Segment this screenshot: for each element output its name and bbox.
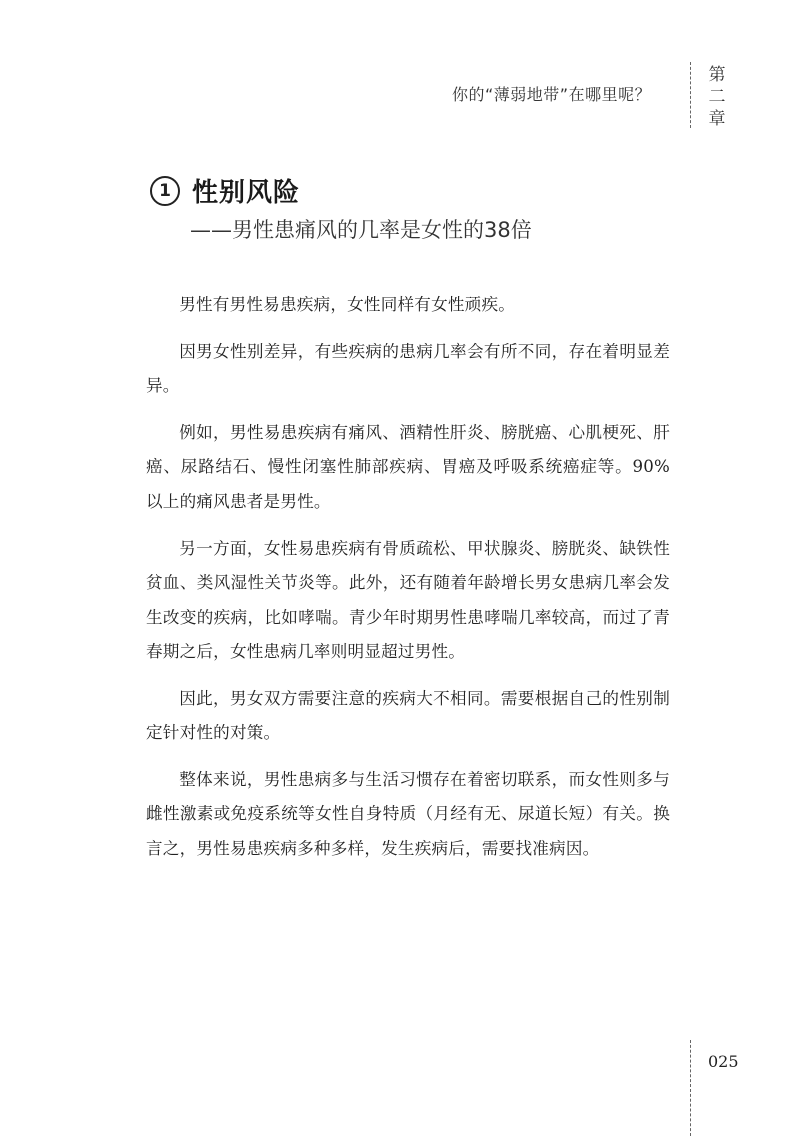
page-number: 025: [708, 1052, 739, 1071]
chapter-tab: 第二章: [708, 65, 726, 129]
section-title: 性别风险: [192, 178, 301, 208]
section-number-badge: 1: [150, 176, 180, 206]
section-subtitle: ——男性患痛风的几率是女性的38倍: [190, 218, 532, 242]
paragraph: 整体来说，男性患病多与生活习惯存在着密切联系，而女性则多与雌性激素或免疫系统等女性自身特质（月经有无、尿道长短）有关。换言之，男性易患疾病多种多样，发生疾病后，需要找准病因。: [146, 769, 670, 858]
paragraph: 男性有男性易患疾病，女性同样有女性顽疾。: [179, 295, 516, 314]
paragraph: 例如，男性易患疾病有痛风、酒精性肝炎、膀胱癌、心肌梗死、肝癌、尿路结石、慢性闭塞性肺部疾病、胃癌及呼吸系统癌症等。90%以上的痛风患者是男性。: [146, 422, 670, 511]
section-heading: [150, 172, 300, 209]
paragraph: 另一方面，女性易患疾病有骨质疏松、甲状腺炎、膀胱炎、缺铁性贫血、类风湿性关节炎等。此外，还有随着年龄增长男女患病几率会发生改变的疾病，比如哮喘。青少年时期男性患哮喘几率较高，而过了青春期之后，女性患病几率则明显超过男性。: [146, 538, 670, 662]
body-text: [146, 288, 670, 879]
chapter-divider: [690, 62, 691, 128]
page-number-divider: [690, 1040, 691, 1136]
paragraph: 因男女性别差异，有些疾病的患病几率会有所不同，存在着明显差异。: [146, 341, 670, 396]
paragraph: 因此，男女双方需要注意的疾病大不相同。需要根据自己的性别制定针对性的对策。: [146, 688, 670, 743]
running-header-title: 你的“薄弱地带”在哪里呢？: [452, 85, 652, 104]
